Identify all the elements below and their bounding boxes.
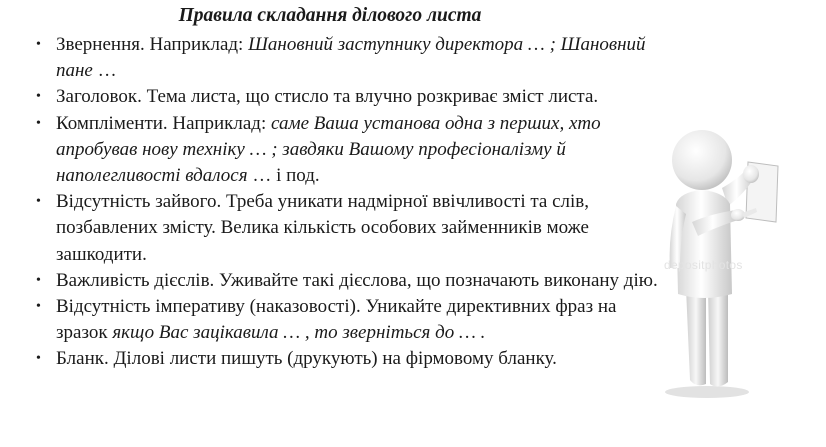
item-lead: Компліменти. Наприклад:	[56, 112, 271, 134]
item-italic: якщо Вас зацікавила … , то зверніться до … .	[112, 322, 486, 344]
item-lead: Важливість дієслів. Уживайте такі дієслова, що позначають виконану дію.	[56, 269, 658, 291]
bullet: •	[36, 272, 41, 288]
rules-list	[30, 32, 670, 373]
list-item	[30, 111, 670, 190]
slide-title: Правила складання ділового листа	[178, 5, 482, 26]
bullet: •	[36, 351, 41, 367]
list-item	[30, 294, 670, 346]
watermark: depositphotos	[664, 258, 743, 272]
list-item	[30, 84, 670, 110]
item-tail: … і под.	[252, 165, 320, 187]
item-lead: Заголовок. Тема листа, що стисло та влучно розкриває зміст листа.	[56, 86, 599, 108]
bullet: •	[36, 89, 41, 105]
bullet: •	[36, 194, 41, 210]
list-item	[30, 268, 670, 294]
item-lead: Відсутність зайвого. Треба уникати надмірної ввічливості та слів, позбавлених змісту. Велика кількість особових займенників може зашкодити.	[56, 191, 589, 265]
list-item	[30, 189, 670, 268]
item-lead: Бланк. Ділові листи пишуть (друкують) на фірмовому бланку.	[56, 348, 557, 370]
item-lead: Звернення. Наприклад:	[56, 34, 249, 55]
bullet: •	[36, 299, 41, 315]
item-tail: …	[97, 60, 117, 82]
bullet: •	[36, 37, 41, 52]
item-lead: Відсутність імперативу (наказовості). Уникайте директивних фраз на зразок	[56, 296, 617, 344]
list-item	[30, 346, 670, 372]
item-italic: Шановний заступнику директора … ; Шановний пане	[56, 34, 646, 82]
item-italic: саме Ваша установа одна з перших, хто апробував нову техніку … ; завдяки Вашому професіоналізму й наполегливості вдалося	[56, 112, 601, 187]
list-item	[30, 32, 670, 84]
bullet: •	[36, 115, 41, 131]
